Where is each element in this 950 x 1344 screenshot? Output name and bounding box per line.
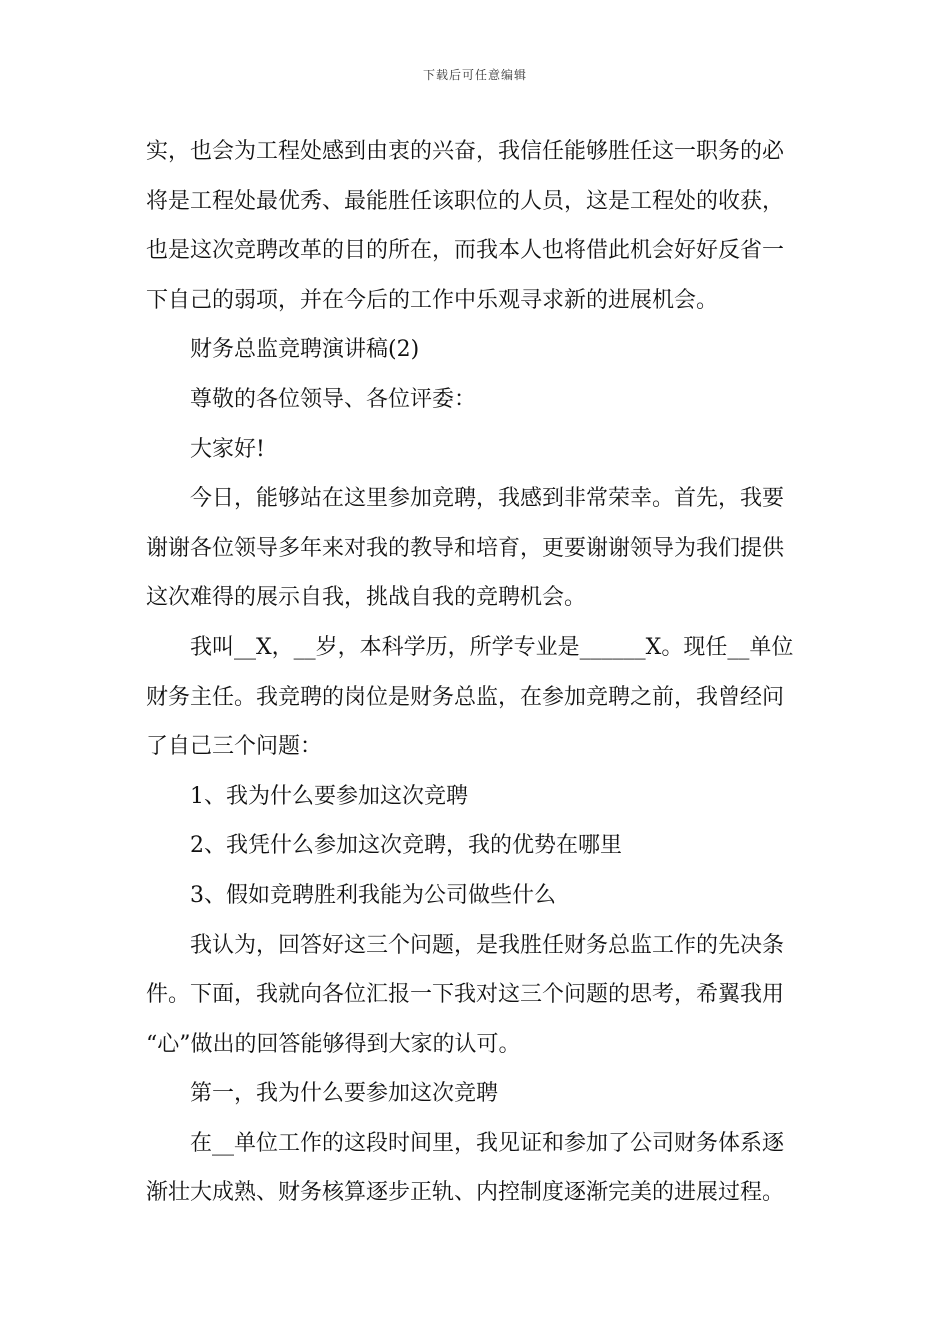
document-body <box>146 127 801 1218</box>
text-line: 谢谢各位领导多年来对我的教导和培育，更要谢谢领导为我们提供 <box>146 535 785 561</box>
text-line: “心”做出的回答能够得到大家的认可。 <box>146 1031 521 1057</box>
text-line: 第一，我为什么要参加这次竞聘 <box>190 1081 499 1107</box>
text-line: 将是工程处最优秀、最能胜任该职位的人员，这是工程处的收获， <box>146 188 785 214</box>
text-line: 也是这次竞聘改革的目的所在，而我本人也将借此机会好好反省一 <box>146 238 785 264</box>
text-line: 2、我凭什么参加这次竞聘，我的优势在哪里 <box>190 833 622 859</box>
text-line: 实，也会为工程处感到由衷的兴奋，我信任能够胜任这一职务的必 <box>146 139 785 164</box>
text-line: 下自己的弱项，并在今后的工作中乐观寻求新的进展机会。 <box>146 287 719 313</box>
text-line: 我认为，回答好这三个问题，是我胜任财务总监工作的先决条 <box>190 932 785 958</box>
text-line: 在__单位工作的这段时间里，我见证和参加了公司财务体系逐 <box>190 1130 785 1156</box>
text-line: 尊敬的各位领导、各位评委： <box>190 386 477 412</box>
text-line: 财务总监竞聘演讲稿(2) <box>190 337 420 363</box>
text-line: 大家好! <box>190 436 265 462</box>
text-line: 件。下面，我就向各位汇报一下我对这三个问题的思考，希翼我用 <box>146 982 785 1008</box>
text-line: 我叫__X，__岁，本科学历，所学专业是______X。现任__单位 <box>190 634 794 660</box>
text-line: 渐壮大成熟、财务核算逐步正轨、内控制度逐渐完美的进展过程。 <box>146 1180 785 1206</box>
page-header: 下载后可任意编辑 <box>422 68 527 82</box>
text-line: 1、我为什么要参加这次竞聘 <box>190 783 468 809</box>
text-line: 了自己三个问题： <box>146 734 323 760</box>
text-line: 今日，能够站在这里参加竞聘，我感到非常荣幸。首先，我要 <box>190 486 785 512</box>
text-line: 这次难得的展示自我，挑战自我的竞聘机会。 <box>146 585 587 611</box>
text-line: 3、假如竞聘胜利我能为公司做些什么 <box>190 882 556 908</box>
text-line: 财务主任。我竞聘的岗位是财务总监，在参加竞聘之前，我曾经问 <box>146 684 785 710</box>
